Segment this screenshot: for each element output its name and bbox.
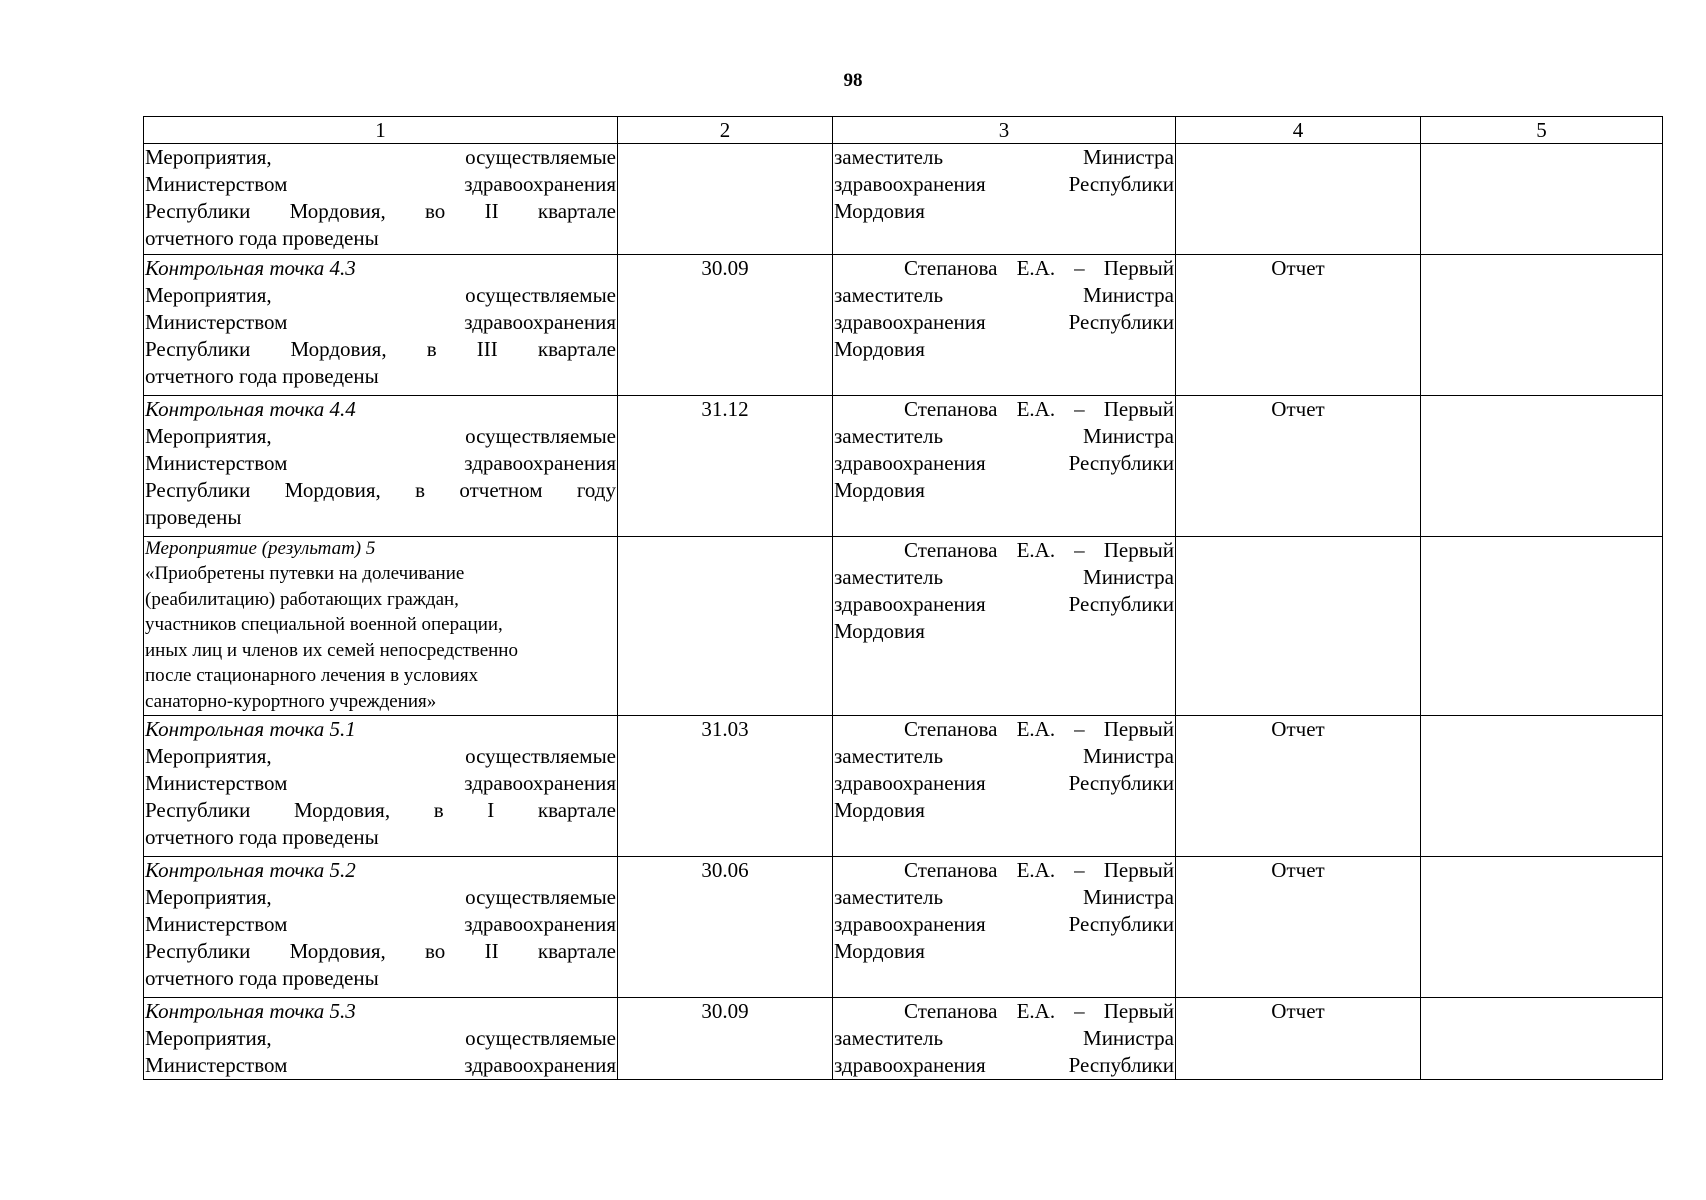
- measure-line: отчетного года проведены: [145, 825, 379, 849]
- column-5-cell: [1421, 396, 1663, 537]
- measure-line: Республики Мордовия, в отчетном году: [145, 478, 616, 502]
- column-header-3: 3: [833, 117, 1176, 144]
- responsible-line: здравоохранения Республики: [834, 310, 1174, 334]
- measure-line: Министерством здравоохранения: [145, 912, 616, 936]
- measure-cell: [144, 396, 618, 537]
- column-5-cell: [1421, 255, 1663, 396]
- measure-line: отчетного года проведены: [145, 364, 379, 388]
- measure-line: Министерством здравоохранения: [145, 451, 616, 475]
- document-cell: [1176, 537, 1421, 716]
- responsible-line: Степанова Е.А. – Первый: [904, 538, 1174, 562]
- measure-line: Мероприятия, осуществляемые: [145, 283, 616, 307]
- table-header-row: [144, 117, 1663, 144]
- column-5-cell: [1421, 716, 1663, 857]
- measure-line: Республики Мордовия, во II квартале: [145, 199, 616, 223]
- column-header-2: 2: [618, 117, 833, 144]
- measure-cell: [144, 857, 618, 998]
- responsible-line: Степанова Е.А. – Первый: [904, 397, 1174, 421]
- responsible-cell: [833, 144, 1176, 255]
- responsible-line: Степанова Е.А. – Первый: [904, 858, 1174, 882]
- date-cell: 30.06: [618, 857, 833, 998]
- result-title: Мероприятие (результат) 5: [145, 538, 376, 559]
- table-row: [144, 144, 1663, 255]
- responsible-line: здравоохранения Республики: [834, 592, 1174, 616]
- date-cell: [618, 537, 833, 716]
- document-cell: Отчет: [1176, 998, 1421, 1080]
- date-cell: 31.03: [618, 716, 833, 857]
- document-cell: Отчет: [1176, 716, 1421, 857]
- responsible-cell: [833, 396, 1176, 537]
- measure-line: Министерством здравоохранения: [145, 1053, 616, 1077]
- control-point-title: Контрольная точка 5.1: [145, 717, 356, 741]
- measure-line: Министерством здравоохранения: [145, 310, 616, 334]
- measure-line: Министерством здравоохранения: [145, 771, 616, 795]
- measure-line: Мероприятия, осуществляемые: [145, 424, 616, 448]
- responsible-line: Мордовия: [834, 199, 925, 223]
- responsible-line: здравоохранения Республики: [834, 1053, 1174, 1077]
- measure-line: Мероприятия, осуществляемые: [145, 145, 616, 169]
- responsible-line: заместитель Министра: [834, 145, 1174, 169]
- date-cell: [618, 144, 833, 255]
- measure-cell: [144, 144, 618, 255]
- responsible-line: Степанова Е.А. – Первый: [904, 256, 1174, 280]
- responsible-line: Мордовия: [834, 619, 925, 643]
- responsible-line: здравоохранения Республики: [834, 172, 1174, 196]
- responsible-line: здравоохранения Республики: [834, 451, 1174, 475]
- column-header-1: 1: [144, 117, 618, 144]
- measure-cell: [144, 716, 618, 857]
- document-table: [143, 116, 1663, 1080]
- page-number: 98: [843, 70, 863, 91]
- document-cell: Отчет: [1176, 857, 1421, 998]
- control-point-title: Контрольная точка 4.3: [145, 256, 356, 280]
- date-cell: 31.12: [618, 396, 833, 537]
- control-point-title: Контрольная точка 4.4: [145, 397, 356, 421]
- responsible-line: заместитель Министра: [834, 885, 1174, 909]
- measure-line: отчетного года проведены: [145, 966, 379, 990]
- column-5-cell: [1421, 537, 1663, 716]
- table-row: [144, 857, 1663, 998]
- responsible-cell: [833, 716, 1176, 857]
- measure-line: Министерством здравоохранения: [145, 172, 616, 196]
- measure-cell: [144, 537, 618, 716]
- responsible-cell: [833, 255, 1176, 396]
- responsible-line: Мордовия: [834, 337, 925, 361]
- control-point-title: Контрольная точка 5.2: [145, 858, 356, 882]
- document-cell: Отчет: [1176, 255, 1421, 396]
- measure-line: Республики Мордовия, в III квартале: [145, 337, 616, 361]
- table-body: [144, 144, 1663, 1080]
- table-row: [144, 998, 1663, 1080]
- measure-cell: [144, 255, 618, 396]
- responsible-cell: [833, 998, 1176, 1080]
- responsible-line: заместитель Министра: [834, 744, 1174, 768]
- responsible-line: заместитель Министра: [834, 283, 1174, 307]
- measure-line: проведены: [145, 505, 242, 529]
- result-line: иных лиц и членов их семей непосредственно: [145, 639, 518, 661]
- responsible-line: Мордовия: [834, 478, 925, 502]
- responsible-line: заместитель Министра: [834, 1026, 1174, 1050]
- responsible-cell: [833, 537, 1176, 716]
- measure-line: Мероприятия, осуществляемые: [145, 885, 616, 909]
- column-header-4: 4: [1176, 117, 1421, 144]
- result-line: после стационарного лечения в условиях: [145, 665, 479, 686]
- responsible-line: Мордовия: [834, 798, 925, 822]
- result-line: санаторно-курортного учреждения»: [145, 690, 437, 712]
- column-5-cell: [1421, 144, 1663, 255]
- date-cell: 30.09: [618, 998, 833, 1080]
- table-row: [144, 255, 1663, 396]
- column-5-cell: [1421, 998, 1663, 1080]
- result-line: участников специальной военной операции,: [145, 614, 503, 635]
- control-point-title: Контрольная точка 5.3: [145, 999, 356, 1023]
- table-row: [144, 537, 1663, 716]
- result-line: «Приобретены путевки на долечивание: [145, 563, 465, 584]
- column-5-cell: [1421, 857, 1663, 998]
- responsible-cell: [833, 857, 1176, 998]
- measure-line: Мероприятия, осуществляемые: [145, 1026, 616, 1050]
- responsible-line: Степанова Е.А. – Первый: [904, 717, 1174, 741]
- responsible-line: Степанова Е.А. – Первый: [904, 999, 1174, 1023]
- result-line: (реабилитацию) работающих граждан,: [145, 588, 459, 610]
- table-row: [144, 396, 1663, 537]
- responsible-line: здравоохранения Республики: [834, 912, 1174, 936]
- date-cell: 30.09: [618, 255, 833, 396]
- measure-line: Республики Мордовия, во II квартале: [145, 939, 616, 963]
- responsible-line: заместитель Министра: [834, 424, 1174, 448]
- measure-line: Мероприятия, осуществляемые: [145, 744, 616, 768]
- measure-line: Республики Мордовия, в I квартале: [145, 798, 616, 822]
- responsible-line: здравоохранения Республики: [834, 771, 1174, 795]
- responsible-line: Мордовия: [834, 939, 925, 963]
- responsible-line: заместитель Министра: [834, 565, 1174, 589]
- column-header-5: 5: [1421, 117, 1663, 144]
- document-cell: Отчет: [1176, 396, 1421, 537]
- measure-cell: [144, 998, 618, 1080]
- table-row: [144, 716, 1663, 857]
- document-cell: [1176, 144, 1421, 255]
- measure-line: отчетного года проведены: [145, 226, 379, 250]
